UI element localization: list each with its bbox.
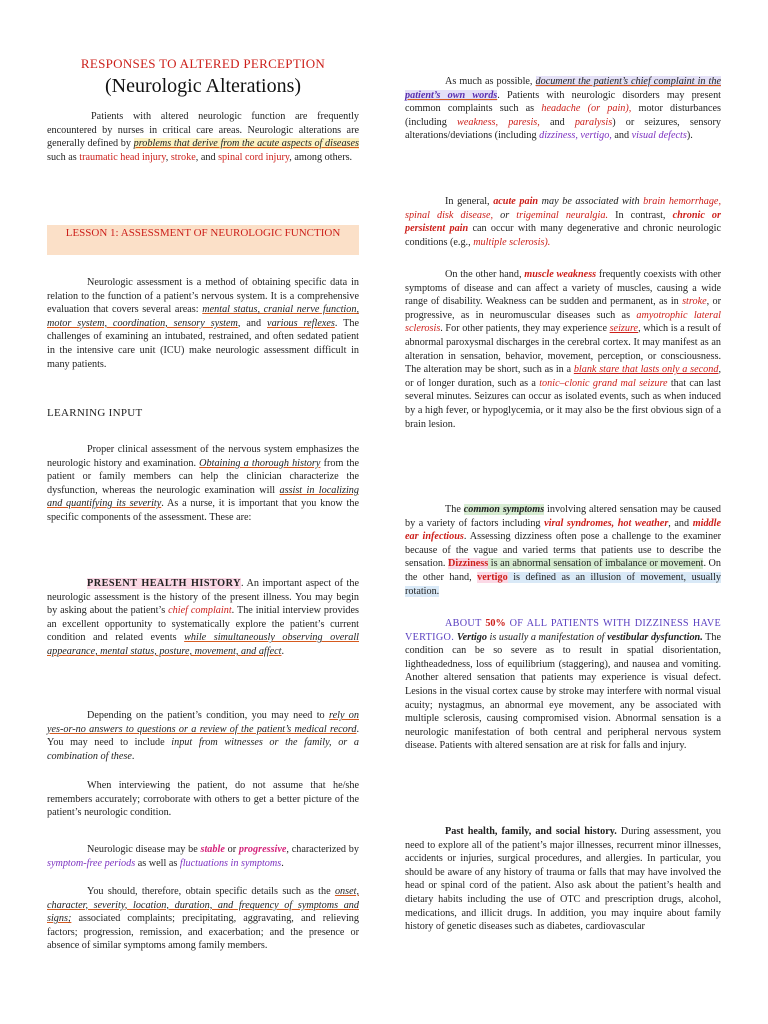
about-vertigo-paragraph: ABOUT 50% OF ALL PATIENTS WITH DIZZINESS HAVE VERTIGO. Vertigo is usually a manifestation of vestibular dysfunction. The condition can be so severe as to result in spatial disorientation, lightheadedness, loss of equilibrium (staggering), and nausea and vomiting. Another altered sensation that patients may experience is visual defect. Lesions in the visual cortex cause by stroke may interfere with normal visual acuity; nystagmus, an abnormal eye movement, any be associated with multiple sclerosis, causing compromised vision. Abnormal sensation is a neurologic manifestation of both central and peripheral nervous system disease. Patients with altered sensation are at risk for falls and injury. bbox=[405, 618, 721, 752]
vertigo-definition: defined as an illusion of movement, usually rotation. bbox=[405, 571, 721, 597]
problems-phrase: problems that derive from the acute aspects of diseases bbox=[133, 138, 359, 150]
dizziness-definition: is an abnormal sensation of imbalance or movement bbox=[488, 558, 704, 570]
stroke-term-right: stroke bbox=[682, 296, 707, 308]
vestibular-term: vestibular dysfunction. bbox=[607, 631, 703, 643]
observing-phrase: while simultaneously observing overall appearance, mental status, posture, movement, and affect bbox=[47, 632, 359, 657]
document-phrase: document the patient’s chief complaint in the bbox=[535, 76, 721, 87]
dizziness-vertigo-term: dizziness, vertigo, bbox=[539, 130, 612, 142]
obtain-paragraph: You should, therefore, obtain specific details such as the onset, character, severity, location, duration, and frequency of symptoms and signs; associated complaints; precipitating, aggravating, and relieving factors; progression, remission, and exacerbation; and the presence or absence of similar symptoms among family members. bbox=[47, 886, 359, 952]
history-phrase: Obtaining a thorough history bbox=[199, 457, 321, 469]
dizziness-term: Dizziness bbox=[448, 558, 489, 570]
blank-stare-phrase: blank stare that lasts only a second bbox=[573, 364, 719, 376]
main-title: RESPONSES TO ALTERED PERCEPTION bbox=[80, 56, 326, 71]
seizure-term: seizure bbox=[609, 323, 639, 335]
fluctuations-term: fluctuations in symptoms bbox=[179, 857, 282, 869]
brain-hemorrhage-term: brain hemorrhage, spinal disk disease, bbox=[405, 196, 721, 221]
onset-phrase: onset, character, severity, location, duration, and frequency of symptoms and signs; bbox=[47, 886, 359, 925]
chief-complaint-paragraph: As much as possible, document the patient’s chief complaint in the patient’s own words. Patients with neurologic disorders may present common complaints such as headache (or pain), motor disturbances (including weakness, paresis, and paralysis) or seizures, sensory alterations/deviations (including dizziness, vertigo, and visual defects). bbox=[405, 76, 721, 142]
depending-paragraph: Depending on the patient’s condition, you may need to rely on yes-or-no answers to questions or a review of the patient’s medical record. You may need to include input from witnesses or the family, or a combination of these. bbox=[47, 710, 359, 762]
areas-phrase: mental status, cranial nerve function, motor system, coordination, sensory system bbox=[47, 304, 359, 329]
viral-term: viral syndromes, hot weather bbox=[544, 517, 669, 529]
common-symptoms-term: common symptoms bbox=[463, 504, 545, 515]
muscle-weakness-term: muscle weakness bbox=[524, 269, 597, 280]
stroke-term: stroke bbox=[170, 151, 196, 163]
main-subtitle: (Neurologic Alterations) bbox=[104, 75, 302, 97]
lesson-heading: LESSON 1: ASSESSMENT OF NEUROLOGIC FUNCTION bbox=[47, 225, 359, 255]
reflexes-phrase: various reflexes bbox=[267, 317, 335, 329]
past-history-heading: Past health, family, and social history. bbox=[445, 826, 617, 837]
als-term: amyotrophic lateral sclerosis bbox=[405, 309, 721, 335]
disease-paragraph: Neurologic disease may be stable or progressive, characterized by symptom-free periods as well as fluctuations in symptoms. bbox=[47, 844, 359, 869]
clinical-paragraph: Proper clinical assessment of the nervous system emphasizes the neurologic history and examination. Obtaining a thorough history from the patient or family members can help the clinician characterize the dysfunction, whereas the neurologic examination will assist in localizing and quantifying its severity. As a nurse, it is important that you know the specific components of the assessment. These are: bbox=[47, 444, 359, 523]
common-symptoms-paragraph: The common symptoms involving altered sensation may be caused by a variety of factors including viral syndromes, hot weather, and middle ear infectious. Assessing dizziness often pose a challenge to the examiner because of the vague and varied terms that patients use to describe the sensation. Dizziness is an abnormal sensation of imbalance or movement. On the other hand, vertigo is defined as an illusion of movement, usually rotation. bbox=[405, 504, 722, 597]
learning-input-heading: LEARNING INPUT bbox=[47, 407, 143, 419]
chronic-pain-term: chronic or persistent pain bbox=[405, 209, 721, 235]
severity-phrase: assist in localizing and quantifying its severity bbox=[47, 484, 359, 510]
progressive-term: progressive bbox=[238, 844, 287, 855]
chief-complaint-term: chief complaint bbox=[168, 605, 232, 617]
paralysis-term: paralysis bbox=[574, 116, 613, 128]
vertigo-term: vertigo bbox=[477, 571, 508, 583]
yes-no-phrase: rely on yes-or-no answers to questions or a review of the patient’s medical record bbox=[47, 710, 359, 735]
visual-defects-term: visual defects bbox=[631, 130, 687, 142]
acute-pain-term: acute pain bbox=[493, 196, 539, 207]
spinal-injury-term: spinal cord injury bbox=[218, 151, 290, 163]
intro-paragraph: Patients with altered neurologic function are frequently encountered by nurses in critical care areas. Neurologic alterations are generally defined by problems that derive from the acute aspects of diseases such as traumatic head injury, stroke, and spinal cord injury, among others. bbox=[47, 111, 359, 163]
trigeminal-term: trigeminal neuralgia. bbox=[516, 209, 608, 221]
vertigo-italic-term: Vertigo bbox=[456, 631, 487, 643]
pain-paragraph: In general, acute pain may be associated with brain hemorrhage, spinal disk disease, or trigeminal neuralgia. In contrast, chronic or persistent pain can occur with many degenerative and chronic neurologic conditions (e.g., multiple sclerosis). bbox=[405, 196, 721, 248]
headache-term: headache (or pain), bbox=[541, 103, 632, 115]
symptom-free-term: symptom-free periods bbox=[47, 857, 136, 869]
weakness-term: weakness, paresis, bbox=[457, 116, 540, 128]
present-history-paragraph: PRESENT HEALTH HISTORY. An important aspect of the neurologic assessment is the history of the present illness. You may begin by asking about the patient’s chief complaint. The initial interview provides an excellent opportunity to systematically explore the patient’s current condition and related events while simultaneously observing overall appearance, mental status, posture, movement, and affect. bbox=[47, 578, 359, 657]
ear-infection-term: middle ear infectious bbox=[405, 517, 721, 543]
interview-paragraph: When interviewing the patient, do not assume that he/she remembers accurately; corroborate with others to get a better picture of the patient’s neurologic condition. bbox=[47, 780, 359, 819]
past-history-paragraph: Past health, family, and social history. During assessment, you need to explore all of the patient’s major illnesses, recurrent minor illnesses, accidents or injuries, surgical procedures, and allergies. In particular, you should be aware of any history of trauma or falls that may have involved the head or spinal cord of the patient. Also ask about the patient’s health and dietary habits including the use of OTC and prescription drugs, alcohol, medications, and illicit drugs. In addition, you may inquire about family history of genetic diseases such as diabetes, cardiovascular bbox=[405, 826, 721, 933]
fifty-percent-value: 50% bbox=[485, 618, 506, 629]
grand-mal-term: tonic–clonic grand mal seizure bbox=[539, 377, 668, 389]
head-injury-term: traumatic head injury bbox=[79, 151, 166, 163]
multiple-sclerosis-term: multiple sclerosis). bbox=[473, 236, 551, 248]
present-history-heading: PRESENT HEALTH HISTORY bbox=[87, 578, 241, 589]
witness-phrase: input from witnesses or the family, or a combination of these bbox=[47, 737, 359, 762]
assessment-paragraph: Neurologic assessment is a method of obtaining specific data in relation to the function of a patient’s nervous system. It is a comprehensive evaluation that covers several areas: mental status, cranial nerve function, motor system, coordination, sensory system, and various reflexes. The challenges of examining an intubated, restrained, and often sedated patient in the intensive care unit (ICU) make neurologic assessment difficult in many patients. bbox=[47, 277, 359, 370]
own-words-phrase: patient’s own words bbox=[405, 89, 498, 101]
stable-term: stable bbox=[200, 844, 225, 855]
weakness-paragraph: On the other hand, muscle weakness frequently coexists with other symptoms of disease and can affect a variety of muscles, causing a wide range of disability. Weakness can be sudden and permanent, as in stroke, or progressive, as in neuromuscular diseases such as amyotrophic lateral sclerosis. For other patients, they may experience seizure, which is a result of abnormal paroxysmal discharges in the cerebral cortex. It may manifest as an alteration in sensation, behavior, movement, perception, or consciousness. The alteration may be short, such as in a blank stare that lasts only a second, or of longer duration, such as a tonic–clonic grand mal seizure that can last several minutes. Seizures can occur as isolated events, such as when induced by a high fever, or hypoglycemia, or it may also be the first obvious sign of a brain lesion. bbox=[405, 269, 721, 430]
